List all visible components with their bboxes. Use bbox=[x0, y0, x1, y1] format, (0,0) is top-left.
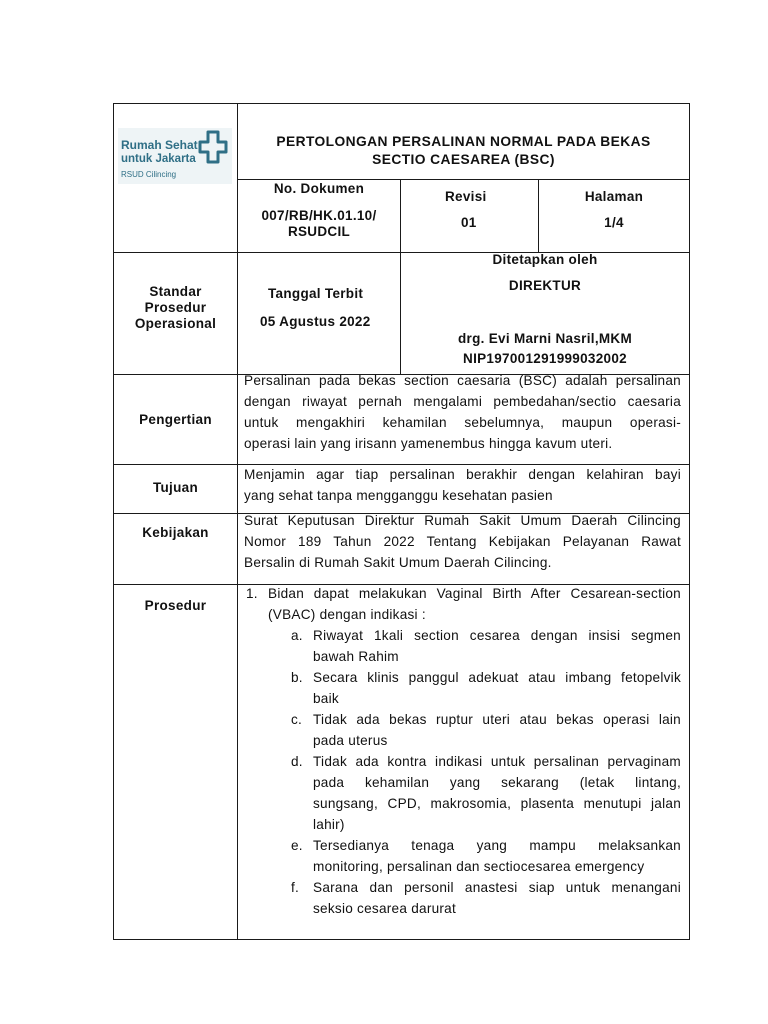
subitem-line: Tersedianya tenaga yang mampu melaksankan bbox=[313, 838, 681, 853]
halaman-label: Halaman bbox=[584, 189, 644, 204]
subitem-line: baik bbox=[313, 691, 339, 706]
subitem-mark: a. bbox=[291, 628, 303, 643]
kebijakan-line: Nomor 189 Tahun 2022 Tentang Kebijakan Pelayanan Rawat bbox=[244, 534, 681, 549]
kebijakan-label: Kebijakan bbox=[142, 525, 209, 540]
kebijakan-line: Bersalin di Rumah Sakit Umum Daerah Cilincing. bbox=[244, 555, 552, 570]
sop-label-line1: Standar bbox=[149, 284, 202, 299]
revisi-label: Revisi bbox=[445, 189, 487, 204]
tujuan-line: Menjamin agar tiap persalinan berakhir dengan kelahiran bayi bbox=[244, 467, 681, 482]
subitem-line: pada kehamilan yang sekarang (letak lintang, bbox=[313, 775, 681, 790]
row-line-kebijakan bbox=[113, 584, 690, 585]
subitem-line: Riwayat 1kali section cesarea dengan insisi segmen bbox=[313, 628, 681, 643]
border-right bbox=[689, 103, 690, 940]
logo-line1: Rumah Sehat bbox=[121, 138, 198, 152]
pengertian-label: Pengertian bbox=[139, 412, 212, 427]
subitem-line: bawah Rahim bbox=[313, 649, 399, 664]
pengertian-line: untuk mengakhiri kehamilan sebelumnya, maupun operasi- bbox=[244, 415, 681, 430]
subitem-mark: f. bbox=[291, 880, 300, 895]
halaman-value: 1/4 bbox=[604, 215, 624, 230]
prosedur-item-line: Bidan dapat melakukan Vaginal Birth After Cesarean-section bbox=[268, 586, 681, 601]
logo-line3: RSUD Cilincing bbox=[121, 170, 177, 179]
no-dokumen-value-line1: 007/RB/HK.01.10/ bbox=[261, 208, 377, 223]
cross-logo-icon bbox=[198, 130, 228, 164]
subitem-line: Tidak ada kontra indikasi untuk persalinan pervaginam bbox=[313, 754, 681, 769]
border-top bbox=[113, 103, 690, 104]
pengertian-line: Persalinan pada bekas section caesaria (BSC) adalah persalinan bbox=[244, 373, 681, 388]
sop-label-line2: Prosedur bbox=[144, 300, 207, 315]
sop-label-line3: Operasional bbox=[134, 316, 217, 331]
subitem-line: sungsang, CPD, makrosomia, plasenta menutupi jalan bbox=[313, 796, 681, 811]
ditetapkan-oleh: Ditetapkan oleh bbox=[492, 252, 598, 267]
direktur-title: DIREKTUR bbox=[508, 278, 582, 293]
document-title-line2: SECTIO CAESAREA (BSC) bbox=[372, 152, 555, 167]
border-left bbox=[113, 103, 114, 940]
prosedur-item-number: 1. bbox=[246, 586, 258, 601]
document-title-line1: PERTOLONGAN PERSALINAN NORMAL PADA BEKAS bbox=[276, 134, 651, 149]
subitem-line: Secara klinis panggul adekuat atau imbang fetopelvik bbox=[313, 670, 681, 685]
direktur-name: drg. Evi Marni Nasril,MKM bbox=[457, 331, 633, 346]
revisi-value: 01 bbox=[461, 215, 477, 230]
subitem-mark: c. bbox=[291, 712, 303, 727]
tujuan-label: Tujuan bbox=[152, 480, 199, 495]
prosedur-label: Prosedur bbox=[144, 598, 207, 613]
tanggal-terbit-value: 05 Agustus 2022 bbox=[260, 314, 371, 329]
subitem-mark: b. bbox=[291, 670, 303, 685]
border-bottom bbox=[113, 939, 690, 940]
no-dokumen-value-line2: RSUDCIL bbox=[287, 224, 351, 239]
kebijakan-line: Surat Keputusan Direktur Rumah Sakit Umum Daerah Cilincing bbox=[244, 513, 681, 528]
row-line-pengertian bbox=[113, 464, 690, 465]
subitem-line: seksio cesarea darurat bbox=[313, 901, 457, 916]
pengertian-line: dengan riwayat pernah mengalami pembedahan/sectio caesaria bbox=[244, 394, 681, 409]
subitem-line: monitoring, persalinan dan sectiocesarea emergency bbox=[313, 859, 645, 874]
direktur-nip: NIP197001291999032002 bbox=[463, 351, 627, 366]
subitem-line: pada uterus bbox=[313, 733, 388, 748]
subitem-line: Sarana dan personil anastesi siap untuk menangani bbox=[313, 880, 681, 895]
subitem-line: Tidak ada bekas ruptur uteri atau bekas operasi lain bbox=[313, 712, 681, 727]
no-dokumen-label: No. Dokumen bbox=[273, 181, 365, 196]
prosedur-item-line: (VBAC) dengan indikasi : bbox=[268, 607, 426, 622]
pengertian-line: operasi lain yang irisann yamenembus hingga kavum uteri. bbox=[244, 436, 613, 451]
hospital-logo bbox=[118, 128, 232, 184]
subitem-line: lahir) bbox=[313, 817, 345, 832]
logo-line2: untuk Jakarta bbox=[121, 153, 196, 165]
subitem-mark: d. bbox=[291, 754, 303, 769]
tujuan-line: yang sehat tanpa mengganggu kesehatan pasien bbox=[244, 488, 553, 503]
tanggal-terbit-label: Tanggal Terbit bbox=[268, 286, 364, 301]
row-line-title bbox=[237, 179, 690, 180]
subitem-mark: e. bbox=[291, 838, 303, 853]
